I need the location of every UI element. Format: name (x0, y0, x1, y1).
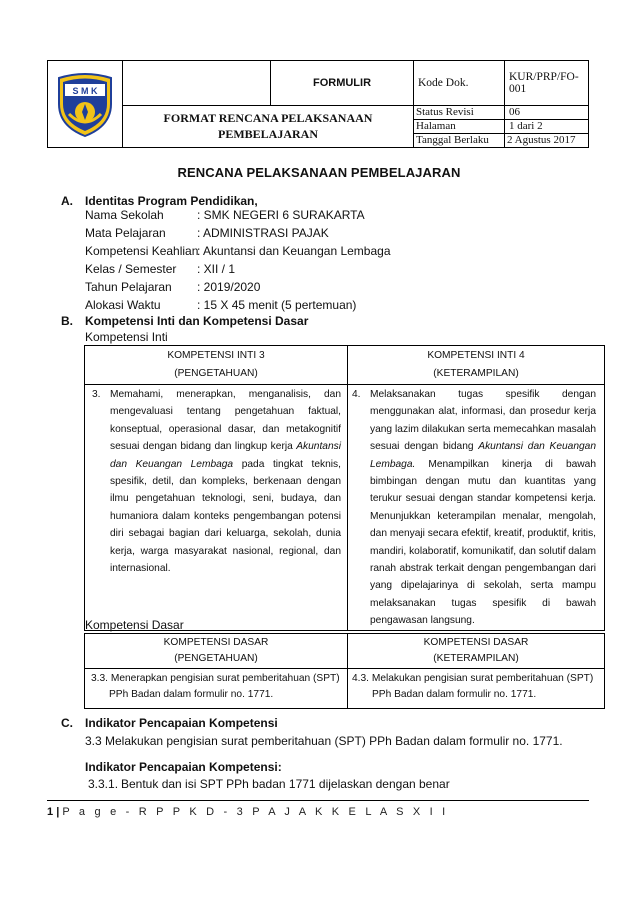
ki-4-text: Melaksanakan tugas spesifik dengan menggunakan alat, informasi, dan prosedur kerja yang lazim dilakukan serta memecahkan masalah sesuai dengan bidang Akuntansi dan Keuangan Lembaga. Menampilkan kinerja di bawah bimbingan dengan mutu dan kuantitas yang terukur sesuai dengan standar kompetensi kerja. Menunjukkan keterampilan menalar, mengolah, dan menyaji secara efektif, kreatif, produktif, kritis, mandiri, kolaboratif, komunikatif, dan solutif dalam ranah abstrak terkait dengan pengembangan dari yang dipelajarinya di sekolah, serta mampu melaksanakan tugas spesifik di bawah pengawasan langsung. (370, 389, 596, 627)
school-logo-cell (48, 61, 123, 148)
ki-header-left-title: KOMPETENSI INTI 3 (167, 350, 265, 361)
ki-header-right (348, 346, 605, 385)
footer-text: P a g e - R P P K D - 3 P A J A K K E L A S X I I (62, 806, 449, 818)
identity-value: : XII / 1 (197, 262, 236, 276)
footer-separator: | (56, 806, 60, 818)
identity-label: Alokasi Waktu (85, 298, 161, 312)
identity-label: Mata Pelajaran (85, 226, 166, 240)
kd-header-left (85, 634, 348, 669)
kd-header-right-sub: (KETERAMPILAN) (433, 653, 519, 664)
header-label-kode: Kode Dok. (414, 61, 505, 106)
document-header (47, 60, 589, 148)
header-label-tanggal: Tanggal Berlaku (414, 133, 505, 147)
identity-value: : Akuntansi dan Keuangan Lembaga (197, 244, 391, 258)
ki-header-right-title: KOMPETENSI INTI 4 (427, 350, 525, 361)
kd-4-3-line-2: PPh Badan dalam formulir no. 1771. (372, 689, 537, 700)
footer-divider (47, 800, 589, 801)
kd-3-3-number: 3.3. (91, 673, 108, 684)
ki-header-left-sub: (PENGETAHUAN) (174, 368, 258, 379)
kd-4-3-line-1: Melakukan pengisian surat pemberitahuan (SPT) (371, 673, 594, 684)
section-c-heading: Indikator Pencapaian Kompetensi (85, 716, 278, 730)
kd-header-right-title: KOMPETENSI DASAR (423, 637, 529, 648)
kd-header-right (348, 634, 605, 669)
identity-label: Tahun Pelajaran (85, 280, 172, 294)
header-value-halaman: 1 dari 2 (505, 119, 589, 133)
kd-4-3-number: 4.3. (352, 673, 369, 684)
kd-header-left-title: KOMPETENSI DASAR (163, 637, 269, 648)
indicator-item-text: Bentuk dan isi SPT PPh badan 1771 dijelaskan dengan benar (121, 777, 450, 791)
page-footer (47, 802, 589, 822)
kompetensi-inti-table (84, 345, 605, 631)
ki-3-text: Memahami, menerapkan, menganalisis, dan mengevaluasi tentang pengetahuan faktual, konseptual, operasional dasar, dan metakognitif sesuai dengan bidang dan lingkup kerja Akuntansi dan Keuangan Lembaga pada tingkat teknis, spesifik, detil, dan kompleks, berkenaan dengan ilmu pengetahuan teknologi, seni, budaya, dan humaniora dalam konteks pengembangan potensi diri sebagai bagian dari keluarga, sekolah, dunia kerja, warga masyarakat nasional, regional, dan internasional. (110, 389, 341, 575)
identity-value: : 2019/2020 (197, 280, 261, 294)
ki-3-number: 3. (92, 389, 101, 400)
identity-label: Nama Sekolah (85, 208, 164, 222)
ki-3-cell (85, 385, 348, 631)
ki-header-left (85, 346, 348, 385)
header-value-tanggal: 2 Agustus 2017 (505, 133, 589, 147)
ki-header-right-sub: (KETERAMPILAN) (433, 368, 519, 379)
kd-header-left-sub: (PENGETAHUAN) (174, 653, 258, 664)
page-title: RENCANA PELAKSANAAN PEMBELAJARAN (177, 165, 461, 180)
section-b-heading: Kompetensi Inti dan Kompetensi Dasar (85, 314, 309, 328)
indicator-kd-line: 3.3 Melakukan pengisian surat pemberitahuan (SPT) PPh Badan dalam formulir no. 1771. (85, 734, 563, 748)
kd-3-3-cell (85, 669, 348, 709)
ki-4-number: 4. (352, 389, 361, 400)
form-label: FORMULIR (271, 61, 414, 106)
kd-label: Kompetensi Dasar (85, 618, 184, 632)
indicator-subheading: Indikator Pencapaian Kompetensi: (85, 760, 282, 774)
header-value-kode: KUR/PRP/FO-001 (505, 61, 589, 106)
ki-4-cell (348, 385, 605, 631)
logo-text: S M K (72, 86, 98, 96)
school-logo (55, 70, 115, 138)
indicator-item-number: 3.3.1. (88, 777, 119, 791)
section-c-letter: C. (61, 716, 73, 730)
kompetensi-dasar-table (84, 633, 605, 709)
ki-label: Kompetensi Inti (85, 330, 168, 344)
header-label-status: Status Revisi (414, 105, 505, 119)
header-value-status: 06 (505, 105, 589, 119)
header-label-halaman: Halaman (414, 119, 505, 133)
identity-value: : 15 X 45 menit (5 pertemuan) (197, 298, 357, 312)
identity-value: : SMK NEGERI 6 SURAKARTA (197, 208, 365, 222)
identity-label: Kelas / Semester (85, 262, 177, 276)
identity-value: : ADMINISTRASI PAJAK (197, 226, 329, 240)
kd-3-3-line-2: PPh Badan dalam formulir no. 1771. (109, 689, 274, 700)
section-a-heading: Identitas Program Pendidikan, (85, 194, 258, 208)
section-a-letter: A. (61, 194, 73, 208)
section-b-letter: B. (61, 314, 73, 328)
footer-page-number: 1 (47, 806, 54, 818)
kd-3-3-line-1: Menerapkan pengisian surat pemberitahuan (SPT) (110, 673, 340, 684)
format-title: FORMAT RENCANA PELAKSANAAN PEMBELAJARAN (123, 105, 414, 148)
identity-label: Kompetensi Keahlian (85, 244, 199, 258)
kd-4-3-cell (348, 669, 605, 709)
